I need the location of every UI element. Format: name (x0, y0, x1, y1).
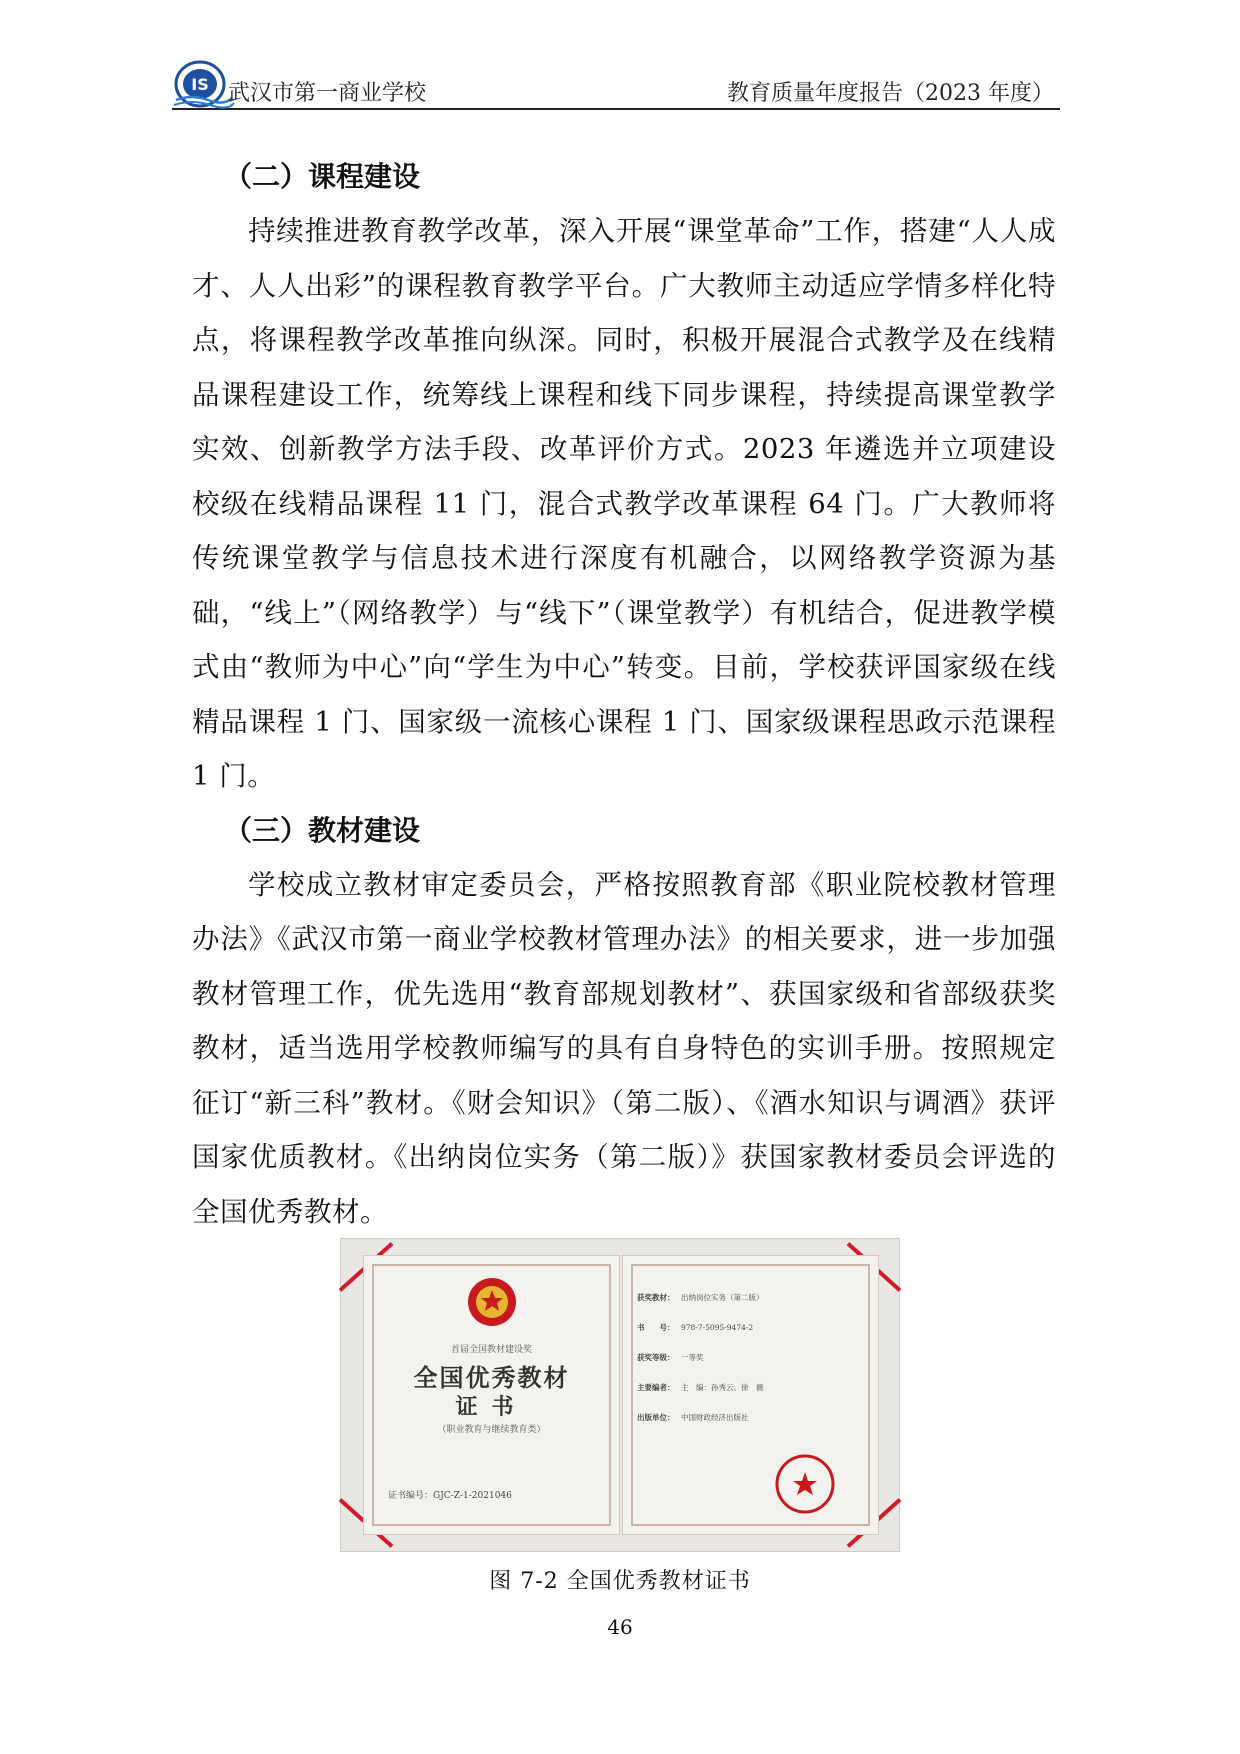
figure-caption: 图 7-2 全国优秀教材证书 (489, 1569, 751, 1594)
section-paragraph-textbook: 学校成立教材审定委员会，严格按照教育部《职业院校教材管理办法》《武汉市第一商业学校教材管理办法》的相关要求，进一步加强教材管理工作，优先选用“教育部规划教材”、获国家级和省部级获奖教材，适当选用学校教师编写的具有自身特色的实训手册。按照规定征订“新三科”教材。《财会知识》（第二版）、《酒水知识与调酒》获评国家优质教材。《出纳岗位实务（第二版）》获国家教材委员会评选的全国优秀教材。 (192, 868, 1056, 1228)
section-heading-curriculum: （二）课程建设 (224, 160, 421, 193)
svg-text:IS: IS (191, 75, 209, 94)
page-header (172, 58, 1060, 110)
school-name: 武汉市第一商业学校 (228, 81, 427, 106)
page-number: 46 (607, 1615, 633, 1639)
certificate-field: 获奖等级： 一等奖 (637, 1353, 704, 1362)
certificate-category: （职业教育与继续教育类） (437, 1425, 546, 1435)
certificate-field: 主要编者： 主 编：孙秀云、徐 薇 (637, 1383, 764, 1392)
school-logo-icon (172, 60, 236, 110)
certificate-left-page (363, 1255, 620, 1535)
certificate-right-page (622, 1255, 879, 1535)
official-seal-icon (773, 1452, 837, 1516)
certificate-field: 出版单位： 中国财政经济出版社 (637, 1413, 749, 1422)
certificate-subtitle: 证书 (455, 1394, 528, 1420)
award-line: 首届全国教材建设奖 (450, 1345, 532, 1355)
certificate-photo (340, 1238, 900, 1552)
report-title: 教育质量年度报告（2023 年度） (727, 81, 1054, 106)
national-emblem-icon (466, 1276, 518, 1328)
certificate-field: 书 号： 978-7-5095-9474-2 (637, 1323, 754, 1332)
section-paragraph-curriculum: 持续推进教育教学改革，深入开展“课堂革命”工作，搭建“人人成才、人人出彩”的课程教育教学平台。广大教师主动适应学情多样化特点，将课程教学改革推向纵深。同时，积极开展混合式教学及在线精品课程建设工作，统筹线上课程和线下同步课程，持续提高课堂教学实效、创新教学方法手段、改革评价方式。2023 年遴选并立项建设校级在线精品课程 11 门，混合式教学改革课程 64 门。广大教师将传统课堂教学与信息技术进行深度有机融合，以网络教学资源为基础，“线上”（网络教学）与“线下”（课堂教学）有机结合，促进教学模式由“教师为中心”向“学生为中心”转变。目前，学校获评国家级在线精品课程 1 门、国家级一流核心课程 1 门、国家级课程思政示范课程 1 门。 (192, 215, 1056, 792)
certificate-number: 证书编号：GJC-Z-1-2021046 (388, 1491, 512, 1501)
certificate-field: 获奖教材： 出纳岗位实务（第二版） (637, 1293, 764, 1302)
certificate-title: 全国优秀教材 (413, 1363, 570, 1392)
main-content (192, 150, 1056, 1239)
section-heading-textbook: （三）教材建设 (224, 813, 421, 847)
